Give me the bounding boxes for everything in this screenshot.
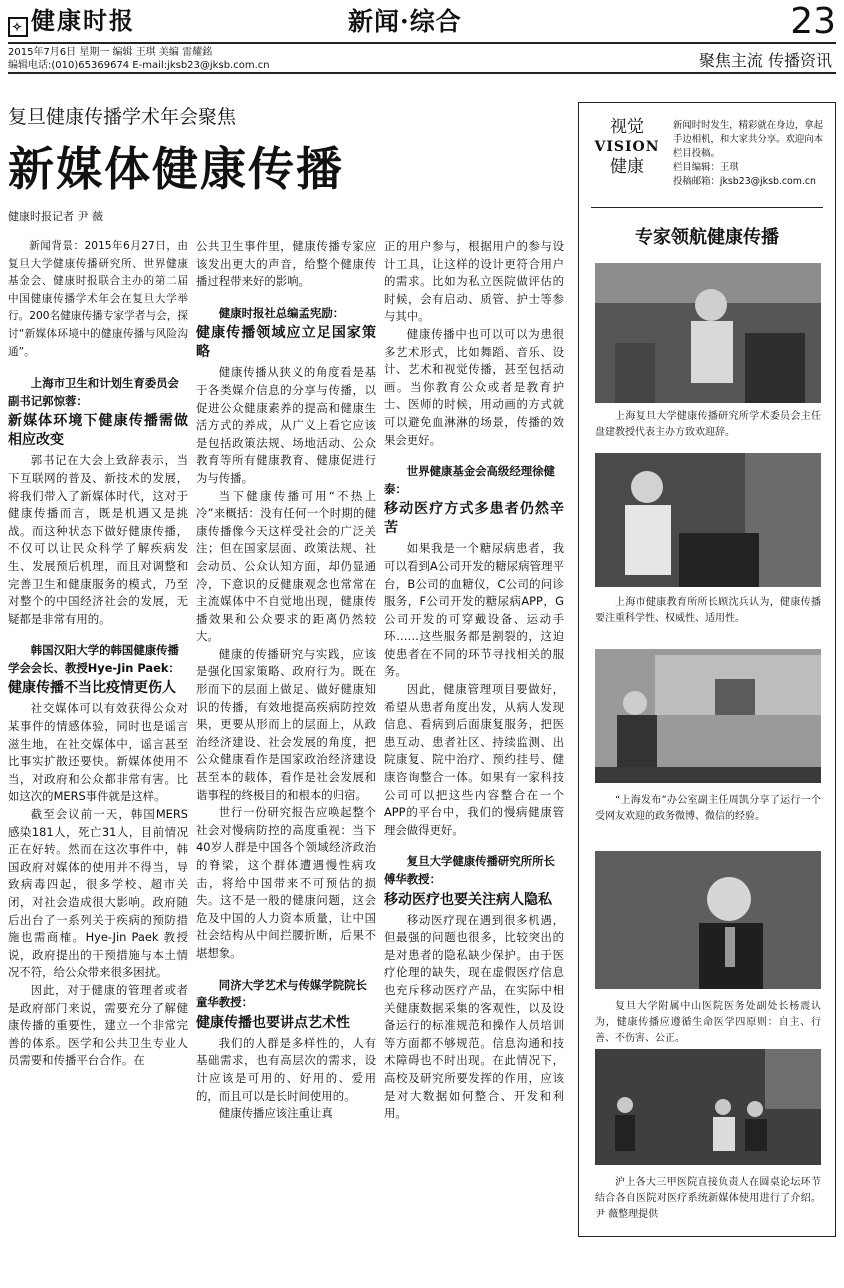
paragraph: 移动医疗现在遇到很多机遇，但最强的问题也很多，比较突出的是对患者的隐私缺少保护。由于医疗伦理的缺失，现在虚假医疗信息也充斥移动医疗产品，在实际中相关健康数据采集的客观性，以及设备运行的标准规范和操作人员培训等方面都不够规范。信息沟通和技术障碍也不时出现。在此情况下，高校及研究所要发挥的作用，应该是对大数据如何整合、开发和利用。 (384, 912, 564, 1121)
sidebar-divider (591, 207, 823, 208)
subheading: 健康传播领域应立足国家策略 (196, 325, 376, 361)
news-background: 新闻背景：2015年6月27日，由复旦大学健康传播研究所、世界健康基金会、健康时报联合主办的第二届中国健康传播学术年会在复旦大学举行。200名健康传播专家学者与会，探讨“新媒体环境中的健康传播与风险沟通”。 (8, 240, 188, 358)
paragraph: 世行一份研究报告应唤起整个社会对慢病防控的高度重视：当下40岁人群是中国各个领域经济政治的脊梁，这个群体遭遇慢性病攻击，将给中国带来不可预估的损失。这不是一般的健康问题，这会危及中国的人力资本质量，让中国社会结构从中间拦腰折断，后果不堪想象。 (196, 805, 376, 960)
paragraph: 如果我是一个糖尿病患者，我可以看到A公司开发的糖尿病管理平台，B公司的血糖仪，C公司的问诊服务，F公司开发的糖尿病APP，G公司开发的可穿戴设备、运动手环……这些服务都是割裂的，这迫使患者在不同的环节寻找相关的服务。 (384, 541, 564, 679)
speaker-label: 世界健康基金会高级经理徐健泰： (384, 464, 555, 496)
subheading: 移动医疗方式多患者仍然辛苦 (384, 501, 564, 537)
section-title: 新闻·综合 (348, 7, 462, 36)
sidebar-intro (673, 119, 831, 189)
paragraph: 我们的人群是多样性的，人有基础需求，也有高层次的需求，设计应该是可用的、好用的、爱用的，而且可以是长时间使用的。 (196, 1035, 376, 1103)
speaker-label: 健康时报社总编孟宪励： (218, 305, 345, 320)
subheading: 新媒体环境下健康传播需做相应改变 (8, 413, 188, 449)
article-kicker: 复旦健康传播学术年会聚焦 (8, 106, 237, 128)
paragraph: 正的用户参与，根据用户的参与设计工具，让这样的设计更符合用户的需求。比如为私立医院做评估的时候，会有启动、质管、护士等参与其中。 (384, 239, 564, 324)
subheader (8, 46, 836, 74)
speaker-label: 同济大学艺术与传媒学院院长童华教授： (196, 977, 367, 1010)
photo-caption: “上海发布”办公室副主任周凯分享了运行一个受网友欢迎的政务微博、微信的经验。 (595, 795, 821, 822)
paragraph: 郭书记在大会上致辞表示，当下互联网的普及、新技术的发展，将我们带入了新媒体时代，这对于健康传播而言，既是机遇又是挑战。而这种状态下做好健康传播，不仅可以让民众科学了解疾病发生、发展预后机理，而且对调整和完善卫生和健康服务的模式，乃至对整个的中国经济社会的发展，无疑都是非常有用的。 (8, 453, 188, 626)
newspaper-logo (8, 6, 138, 36)
paragraph: 公共卫生事件里，健康传播专家应该发出更大的声音，给整个健康传播过程带来好的影响。 (196, 239, 376, 289)
vision-cn-2: 健康 (610, 157, 644, 177)
photo-speaker-lectern (595, 453, 821, 587)
photo-caption: 上海复旦大学健康传播研究所学术委员会主任盘建教授代表主办方致欢迎辞。 (595, 411, 821, 438)
vision-en: VISION (594, 139, 660, 155)
article-column-3 (384, 238, 564, 1123)
slogan: 聚焦主流 传播资讯 (698, 51, 832, 70)
vision-cn-1: 视觉 (610, 117, 644, 137)
article-headline: 新媒体健康传播 (8, 142, 344, 196)
page-number: 23 (790, 1, 836, 42)
photo-roundtable (595, 1049, 821, 1165)
photo-sidebar (578, 102, 836, 1237)
paragraph: 健康传播从狭义的角度看是基于各类媒介信息的分享与传播，以促进公众健康素养的提高和健康生活方式的养成，从广义上看它应该是包括政策法规、场地活动、公众教育等所有健康教育、健康促进行为与传播。 (196, 365, 376, 485)
photo-speaker-screen (595, 649, 821, 783)
sidebar-title: 专家领航健康传播 (635, 227, 779, 248)
paragraph: 健康传播应该注重让真 (218, 1106, 333, 1121)
photo-caption: 复旦大学附属中山医院医务处副处长杨震认为，健康传播应遵循生命医学四原则：自主、行善、不伤害、公正。 (595, 1001, 821, 1044)
article-column-1 (8, 238, 188, 1070)
paragraph: 健康传播中也可以可以为患很多艺术形式，比如舞蹈、音乐、设计、艺术和视觉传播，甚至包括动画。当你教育公众或者是教育护士、医师的时候，用动画的方式就可以避免血淋淋的场景，传播的效果会更好。 (384, 326, 564, 447)
subheading: 健康传播不当比疫情更伤人 (8, 680, 176, 697)
subheading: 健康传播也要讲点艺术性 (196, 1014, 350, 1031)
paragraph: 社交媒体可以有效获得公众对某事件的情感体验，同时也是谣言滋生地，在社交媒体中，谣言甚至比事实扩散还要快。新媒体使用不当，对政府和公众都非常有害。比如这次的MERS事件就是这样。 (8, 701, 188, 804)
logo-mark-icon: ✧ (8, 17, 28, 37)
column-editor: 栏目编辑：王琪 (673, 162, 739, 173)
logo-text: 健康时报 (31, 6, 135, 35)
speaker-label: 韩国汉阳大学的韩国健康传播学会会长、教授Hye-Jin Paek： (8, 643, 180, 675)
speaker-label: 上海市卫生和计划生育委员会副书记郭惊蓉： (8, 376, 179, 408)
paragraph: 当下健康传播可用“不热上冷”来概括：没有任何一个时期的健康传播像今天这样受社会的广泛关注；但在国家层面、政策法规、社会动员、公众认知方面，却仍显通冷，下意识的反健康观念也常常在主流媒体中不自觉地出现，健康传播效果和公众要求的距离仍然较大。 (196, 488, 376, 644)
contact-line: 编辑电话:(010)65369674 E-mail:jksb23@jksb.com.cn (8, 60, 270, 71)
photo-caption: 上海市健康教育所所长顾沈兵认为，健康传播要注重科学性、权威性、适用性。 (595, 597, 821, 624)
photo-caption: 沪上各大三甲医院直接负责人在圆桌论坛环节结合各自医院对医疗系统新媒体使用进行了介绍。尹 薇整理提供 (595, 1177, 821, 1220)
intro-text: 新闻时时发生，精彩就在身边，拿起手边相机，和大家共分享。欢迎向本栏目投稿。 (673, 120, 824, 159)
photo-speaker-podium (595, 263, 821, 403)
subheading: 移动医疗也要关注病人隐私 (384, 891, 552, 908)
vision-column-logo (591, 117, 663, 177)
speaker-label: 复旦大学健康传播研究所所长傅华教授： (384, 854, 555, 886)
masthead (8, 2, 836, 44)
paragraph: 截至会议前一天，韩国MERS感染181人，死亡31人，目前情况正在好转。然而在这次事件中，韩国政府对媒体的使用并不得当，导致病毒四起，很多学校、超市关闭，对社会造成很大影响。政府随后出台了一系列关于疾病的预防措施也需商榷。Hye-Jin Paek 教授说，政府提出的干预措施与本土情况不符，给公众带来很多困扰。 (8, 807, 188, 980)
date-line: 2015年7月6日 星期一 编辑 王琪 美编 雷耀銘 (8, 47, 213, 58)
photo-speaker-glasses (595, 851, 821, 989)
paragraph: 因此，健康管理项目要做好，希望从患者角度出发，从病人发现信息、看病到后面康复服务，把医患互动、患者社区、持续监测、出院康复、院中治疗、预约挂号、健康咨询整合一体。如果有一家科技公司可以把这些内容整合在一个APP的平台中，我们的慢病健康管理会做得更好。 (384, 682, 564, 837)
article-column-2 (196, 238, 376, 1123)
paragraph: 健康的传播研究与实践，应该是强化国家策略、政府行为。既在形而下的层面上做足、做好健康知识的传播，有效地提高疾病防控效果，更要从形而上的层面上，从政治经济建设、社会发展的角度，把公众健康看作是国家政治经济建设甚至本的载体，看作是社会发展和谐事程的终极目的和根本的归宿。 (196, 646, 376, 802)
paragraph: 因此，对于健康的管理者或者是政府部门来说，需要充分了解健康传播的重要性，建立一个非常完善的体系。医学和公共卫生专业人员需要和传播平台合作。在 (8, 982, 188, 1068)
submit-email: 投稿邮箱：jksb23@jksb.com.cn (673, 176, 816, 187)
byline: 健康时报记者 尹 薇 (8, 210, 103, 223)
